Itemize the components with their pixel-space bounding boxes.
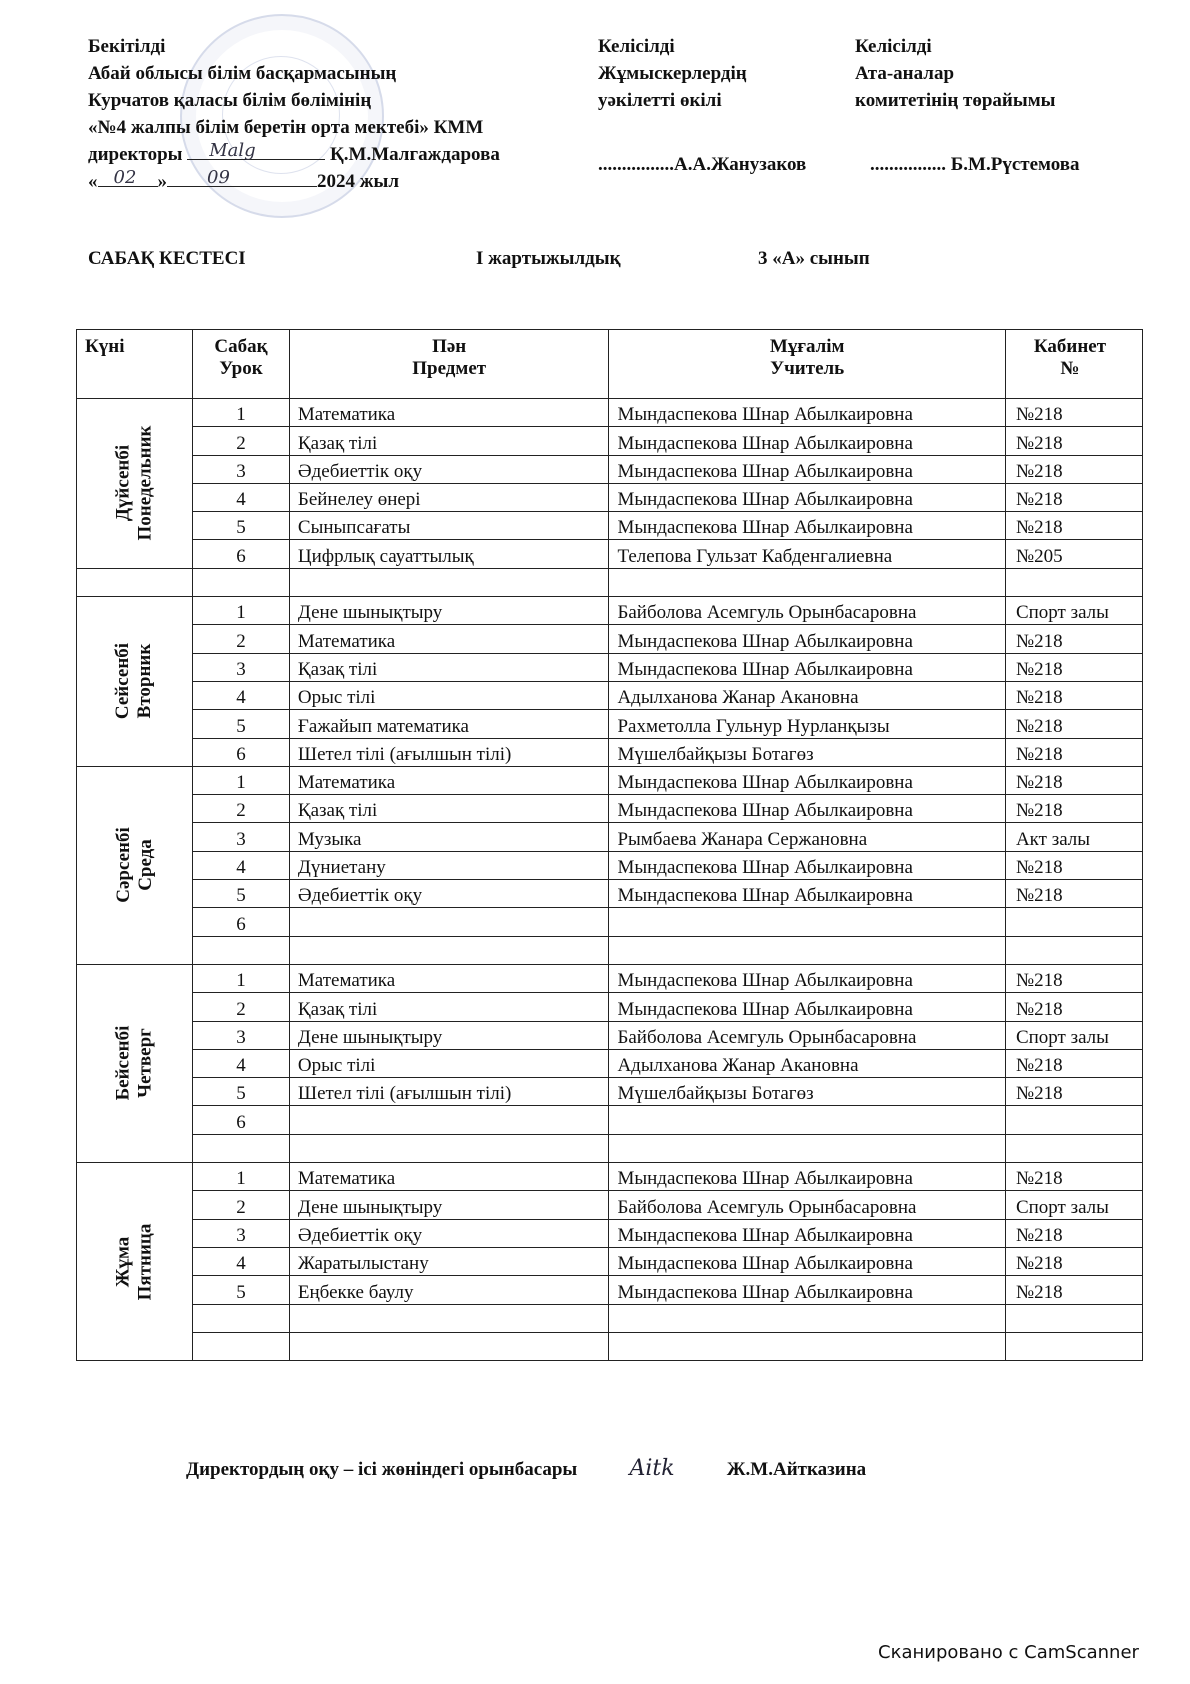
room-cell: №218: [1005, 710, 1142, 738]
table-row: [77, 1021, 1143, 1049]
room-cell: №218: [1005, 738, 1142, 766]
subject-cell: Қазақ тілі: [289, 427, 609, 455]
teacher-cell: [609, 908, 1005, 936]
room-cell: №218: [1005, 427, 1142, 455]
room-cell: №218: [1005, 1049, 1142, 1077]
teacher-cell: Телепова Гульзат Кабденгалиевна: [609, 540, 1005, 568]
day-name-kk: Жұма: [112, 1236, 134, 1287]
teacher-cell: Мындаспекова Шнар Абылкаировна: [609, 1163, 1005, 1191]
teacher-cell: Мындаспекова Шнар Абылкаировна: [609, 653, 1005, 681]
teacher-cell: Мындаспекова Шнар Абылкаировна: [609, 766, 1005, 794]
room-cell: [1005, 1134, 1142, 1162]
table-row: [77, 795, 1143, 823]
approval-line: Курчатов қаласы білім бөлімінің: [88, 90, 372, 111]
table-row: [77, 710, 1143, 738]
room-cell: №218: [1005, 1163, 1142, 1191]
lesson-number: 5: [193, 1276, 290, 1304]
lesson-number: 6: [193, 540, 290, 568]
room-cell: №218: [1005, 483, 1142, 511]
teacher-cell: Мындаспекова Шнар Абылкаировна: [609, 964, 1005, 992]
date-month: 09: [207, 167, 230, 188]
lesson-number: 3: [193, 1219, 290, 1247]
lesson-number: 5: [193, 512, 290, 540]
room-cell: [1005, 1304, 1142, 1332]
day-name-ru: Четверг: [134, 1028, 156, 1099]
date-month-line: [167, 168, 317, 187]
table-row: [77, 483, 1143, 511]
table-row: [77, 993, 1143, 1021]
empty-cell: [609, 568, 1005, 596]
date-year: 2024 жыл: [317, 171, 400, 192]
schedule-title: САБАҚ КЕСТЕСІ: [88, 248, 246, 269]
lesson-number: 1: [193, 597, 290, 625]
lesson-number: 2: [193, 427, 290, 455]
header-subject: Пән Предмет: [289, 330, 609, 399]
table-row: [77, 1219, 1143, 1247]
day-name-ru: Вторник: [134, 644, 156, 719]
subject-cell: Математика: [289, 1163, 609, 1191]
footer-signature: [186, 1456, 866, 1481]
lesson-number: [193, 1304, 290, 1332]
subject-cell: Қазақ тілі: [289, 993, 609, 1021]
subject-cell: Математика: [289, 625, 609, 653]
day-label: [113, 1223, 157, 1300]
teacher-cell: Мындаспекова Шнар Абылкаировна: [609, 512, 1005, 540]
agreement-line: Жұмыскерлердің: [598, 63, 747, 84]
signature-dots: ................: [598, 154, 674, 175]
empty-cell: [193, 568, 290, 596]
lesson-number: [193, 936, 290, 964]
teacher-cell: Мүшелбайқызы Ботагөз: [609, 738, 1005, 766]
teacher-cell: Мындаспекова Шнар Абылкаировна: [609, 1219, 1005, 1247]
table-row: [77, 653, 1143, 681]
teacher-cell: Мындаспекова Шнар Абылкаировна: [609, 625, 1005, 653]
subject-cell: Бейнелеу өнері: [289, 483, 609, 511]
empty-cell: [289, 568, 609, 596]
subject-cell: Дене шынықтыру: [289, 1021, 609, 1049]
parents-chair-name: Б.М.Рүстемова: [950, 154, 1080, 175]
subject-cell: [289, 936, 609, 964]
agreement-line: Келісілді: [855, 36, 932, 57]
room-cell: №218: [1005, 1219, 1142, 1247]
header-lesson: Сабақ Урок: [193, 330, 290, 399]
day-name-ru: Среда: [134, 839, 156, 892]
subject-cell: Дене шынықтыру: [289, 597, 609, 625]
subject-cell: [289, 1106, 609, 1134]
lesson-number: 6: [193, 908, 290, 936]
teacher-cell: Мындаспекова Шнар Абылкаировна: [609, 993, 1005, 1021]
room-cell: [1005, 1332, 1142, 1360]
subject-cell: Әдебиеттік оқу: [289, 455, 609, 483]
subject-cell: Математика: [289, 766, 609, 794]
room-cell: [1005, 1106, 1142, 1134]
lesson-number: 5: [193, 1078, 290, 1106]
teacher-cell: Мындаспекова Шнар Абылкаировна: [609, 483, 1005, 511]
day-cell: [77, 399, 193, 569]
table-row: [77, 681, 1143, 709]
room-cell: №218: [1005, 1247, 1142, 1275]
room-cell: Спорт залы: [1005, 1021, 1142, 1049]
lesson-number: 3: [193, 823, 290, 851]
deputy-signature: Aitk: [629, 1456, 675, 1481]
table-row: [77, 1106, 1143, 1134]
room-cell: №205: [1005, 540, 1142, 568]
room-cell: №218: [1005, 399, 1142, 427]
teacher-cell: Рымбаева Жанара Сержановна: [609, 823, 1005, 851]
lesson-number: 1: [193, 964, 290, 992]
schedule-table: [76, 329, 1143, 1361]
header-teacher: Мұғалім Учитель: [609, 330, 1005, 399]
table-row: [77, 1332, 1143, 1360]
teacher-cell: Байболова Асемгуль Орынбасаровна: [609, 597, 1005, 625]
empty-cell: [1005, 568, 1142, 596]
lesson-number: 2: [193, 795, 290, 823]
table-row: [77, 851, 1143, 879]
parents-agreement-block: [855, 33, 1080, 178]
table-row: [77, 823, 1143, 851]
lesson-number: 2: [193, 1191, 290, 1219]
approval-date: « 02 » 09 2024 жыл: [88, 168, 500, 195]
parents-signature-line: [870, 151, 1080, 178]
day-name-kk: Дүйсенбі: [112, 445, 134, 522]
table-row: [77, 1304, 1143, 1332]
lesson-number: 3: [193, 1021, 290, 1049]
room-cell: Спорт залы: [1005, 597, 1142, 625]
table-row: [77, 1191, 1143, 1219]
teacher-cell: Мындаспекова Шнар Абылкаировна: [609, 1276, 1005, 1304]
lesson-number: 6: [193, 1106, 290, 1134]
subject-cell: [289, 908, 609, 936]
subject-cell: Музыка: [289, 823, 609, 851]
deputy-position: Директордың оқу – ісі жөніндегі орынбасары: [186, 1459, 578, 1480]
date-day: 02: [113, 167, 137, 188]
subject-cell: Әдебиеттік оқу: [289, 1219, 609, 1247]
day-name-kk: Сәрсенбі: [112, 827, 134, 904]
table-row: [77, 399, 1143, 427]
table-row: [77, 766, 1143, 794]
schedule-body: [77, 399, 1143, 1361]
room-cell: №218: [1005, 880, 1142, 908]
agreement-line: Келісілді: [598, 36, 675, 57]
table-row: [77, 964, 1143, 992]
room-cell: [1005, 908, 1142, 936]
lesson-number: 3: [193, 455, 290, 483]
subject-cell: Дене шынықтыру: [289, 1191, 609, 1219]
subject-cell: Еңбекке баулу: [289, 1276, 609, 1304]
date-day-line: [98, 168, 158, 187]
teacher-cell: Адылханова Жанар Акановна: [609, 681, 1005, 709]
director-name: Қ.М.Малгаждарова: [330, 144, 500, 165]
lesson-number: 4: [193, 483, 290, 511]
agreement-line: уәкілетті өкілі: [598, 90, 722, 111]
teacher-cell: Байболова Асемгуль Орынбасаровна: [609, 1021, 1005, 1049]
lesson-number: 3: [193, 653, 290, 681]
day-label: [113, 643, 157, 719]
day-label: [113, 426, 157, 541]
room-cell: Акт залы: [1005, 823, 1142, 851]
subject-cell: Шетел тілі (ағылшын тілі): [289, 738, 609, 766]
lesson-number: 5: [193, 710, 290, 738]
table-row: [77, 908, 1143, 936]
day-cell: [77, 597, 193, 767]
table-row: [77, 625, 1143, 653]
table-row: [77, 738, 1143, 766]
director-signature: Malg: [209, 140, 256, 161]
subject-cell: Математика: [289, 399, 609, 427]
teacher-cell: [609, 936, 1005, 964]
approval-line: «№4 жалпы білім беретін орта мектебі» КММ: [88, 117, 484, 138]
workers-rep-name: А.А.Жанузаков: [674, 154, 807, 175]
subject-cell: Цифрлық сауаттылық: [289, 540, 609, 568]
subject-cell: Әдебиеттік оқу: [289, 880, 609, 908]
teacher-cell: Мындаспекова Шнар Абылкаировна: [609, 399, 1005, 427]
camscanner-watermark: Сканировано с CamScanner: [878, 1642, 1139, 1663]
room-cell: №218: [1005, 455, 1142, 483]
day-cell: [77, 1163, 193, 1361]
subject-cell: [289, 1304, 609, 1332]
lesson-number: [193, 1134, 290, 1162]
room-cell: [1005, 936, 1142, 964]
semester-label: І жартыжылдық: [476, 248, 621, 269]
subject-cell: Шетел тілі (ағылшын тілі): [289, 1078, 609, 1106]
subject-cell: Қазақ тілі: [289, 795, 609, 823]
table-row: [77, 1049, 1143, 1077]
subject-cell: Дүниетану: [289, 851, 609, 879]
lesson-number: 2: [193, 625, 290, 653]
lesson-number: 5: [193, 880, 290, 908]
subject-cell: Ғажайып математика: [289, 710, 609, 738]
subject-cell: Математика: [289, 964, 609, 992]
room-cell: №218: [1005, 512, 1142, 540]
signature-dots: ................: [870, 154, 946, 175]
lesson-number: 4: [193, 1049, 290, 1077]
room-cell: №218: [1005, 964, 1142, 992]
lesson-number: 1: [193, 1163, 290, 1191]
day-label: [113, 828, 157, 904]
table-header-row: [77, 330, 1143, 399]
teacher-cell: [609, 1134, 1005, 1162]
workers-agreement-block: [598, 33, 806, 178]
room-cell: №218: [1005, 681, 1142, 709]
separator-row: [77, 568, 1143, 596]
table-row: [77, 597, 1143, 625]
table-row: [77, 1276, 1143, 1304]
lesson-number: 2: [193, 993, 290, 1021]
table-row: [77, 1134, 1143, 1162]
teacher-cell: Мүшелбайқызы Ботагөз: [609, 1078, 1005, 1106]
room-cell: Спорт залы: [1005, 1191, 1142, 1219]
lesson-number: 4: [193, 851, 290, 879]
table-row: [77, 427, 1143, 455]
agreement-line: Ата-аналар: [855, 63, 955, 84]
teacher-cell: [609, 1106, 1005, 1134]
room-cell: №218: [1005, 795, 1142, 823]
day-cell: [77, 766, 193, 964]
approval-line: Абай облысы білім басқармасының: [88, 63, 397, 84]
day-label: [113, 1026, 157, 1101]
day-name-ru: Понедельник: [134, 425, 156, 541]
header-day: Күні: [77, 330, 193, 399]
day-name-kk: Бейсенбі: [112, 1026, 134, 1101]
lesson-number: [193, 1332, 290, 1360]
room-cell: №218: [1005, 1276, 1142, 1304]
teacher-cell: Байболова Асемгуль Орынбасаровна: [609, 1191, 1005, 1219]
day-name-kk: Сейсенбі: [112, 643, 134, 720]
lesson-number: 6: [193, 738, 290, 766]
table-row: [77, 1247, 1143, 1275]
director-signature-line: [187, 141, 325, 160]
teacher-cell: Мындаспекова Шнар Абылкаировна: [609, 795, 1005, 823]
lesson-number: 4: [193, 1247, 290, 1275]
director-prefix: директоры: [88, 144, 183, 165]
room-cell: №218: [1005, 766, 1142, 794]
agreement-line: комитетінің төрайымы: [855, 90, 1056, 111]
deputy-name: Ж.М.Айтказина: [726, 1459, 867, 1480]
teacher-cell: Мындаспекова Шнар Абылкаировна: [609, 1247, 1005, 1275]
day-cell: [77, 964, 193, 1162]
workers-signature-line: [598, 151, 806, 178]
table-row: [77, 1078, 1143, 1106]
teacher-cell: Адылханова Жанар Акановна: [609, 1049, 1005, 1077]
table-row: [77, 540, 1143, 568]
table-row: [77, 455, 1143, 483]
teacher-cell: Мындаспекова Шнар Абылкаировна: [609, 427, 1005, 455]
table-row: [77, 936, 1143, 964]
subject-cell: Қазақ тілі: [289, 653, 609, 681]
subject-cell: Жаратылыстану: [289, 1247, 609, 1275]
table-row: [77, 512, 1143, 540]
teacher-cell: Рахметолла Гульнур Нурланқызы: [609, 710, 1005, 738]
teacher-cell: Мындаспекова Шнар Абылкаировна: [609, 851, 1005, 879]
subject-cell: Орыс тілі: [289, 681, 609, 709]
room-cell: №218: [1005, 851, 1142, 879]
director-line: [88, 141, 500, 168]
subject-cell: Орыс тілі: [289, 1049, 609, 1077]
teacher-cell: [609, 1332, 1005, 1360]
subject-cell: Сыныпсағаты: [289, 512, 609, 540]
teacher-cell: [609, 1304, 1005, 1332]
header-room: Кабинет №: [1005, 330, 1142, 399]
empty-cell: [77, 568, 193, 596]
day-name-ru: Пятница: [134, 1223, 156, 1300]
table-row: [77, 1163, 1143, 1191]
room-cell: №218: [1005, 625, 1142, 653]
subject-cell: [289, 1332, 609, 1360]
room-cell: №218: [1005, 653, 1142, 681]
room-cell: №218: [1005, 1078, 1142, 1106]
class-label: 3 «А» сынып: [758, 248, 870, 269]
subject-cell: [289, 1134, 609, 1162]
table-row: [77, 880, 1143, 908]
lesson-number: 4: [193, 681, 290, 709]
lesson-number: 1: [193, 399, 290, 427]
room-cell: №218: [1005, 993, 1142, 1021]
lesson-number: 1: [193, 766, 290, 794]
approval-line: Бекітілді: [88, 36, 166, 57]
teacher-cell: Мындаспекова Шнар Абылкаировна: [609, 880, 1005, 908]
teacher-cell: Мындаспекова Шнар Абылкаировна: [609, 455, 1005, 483]
approval-block: [88, 33, 500, 195]
